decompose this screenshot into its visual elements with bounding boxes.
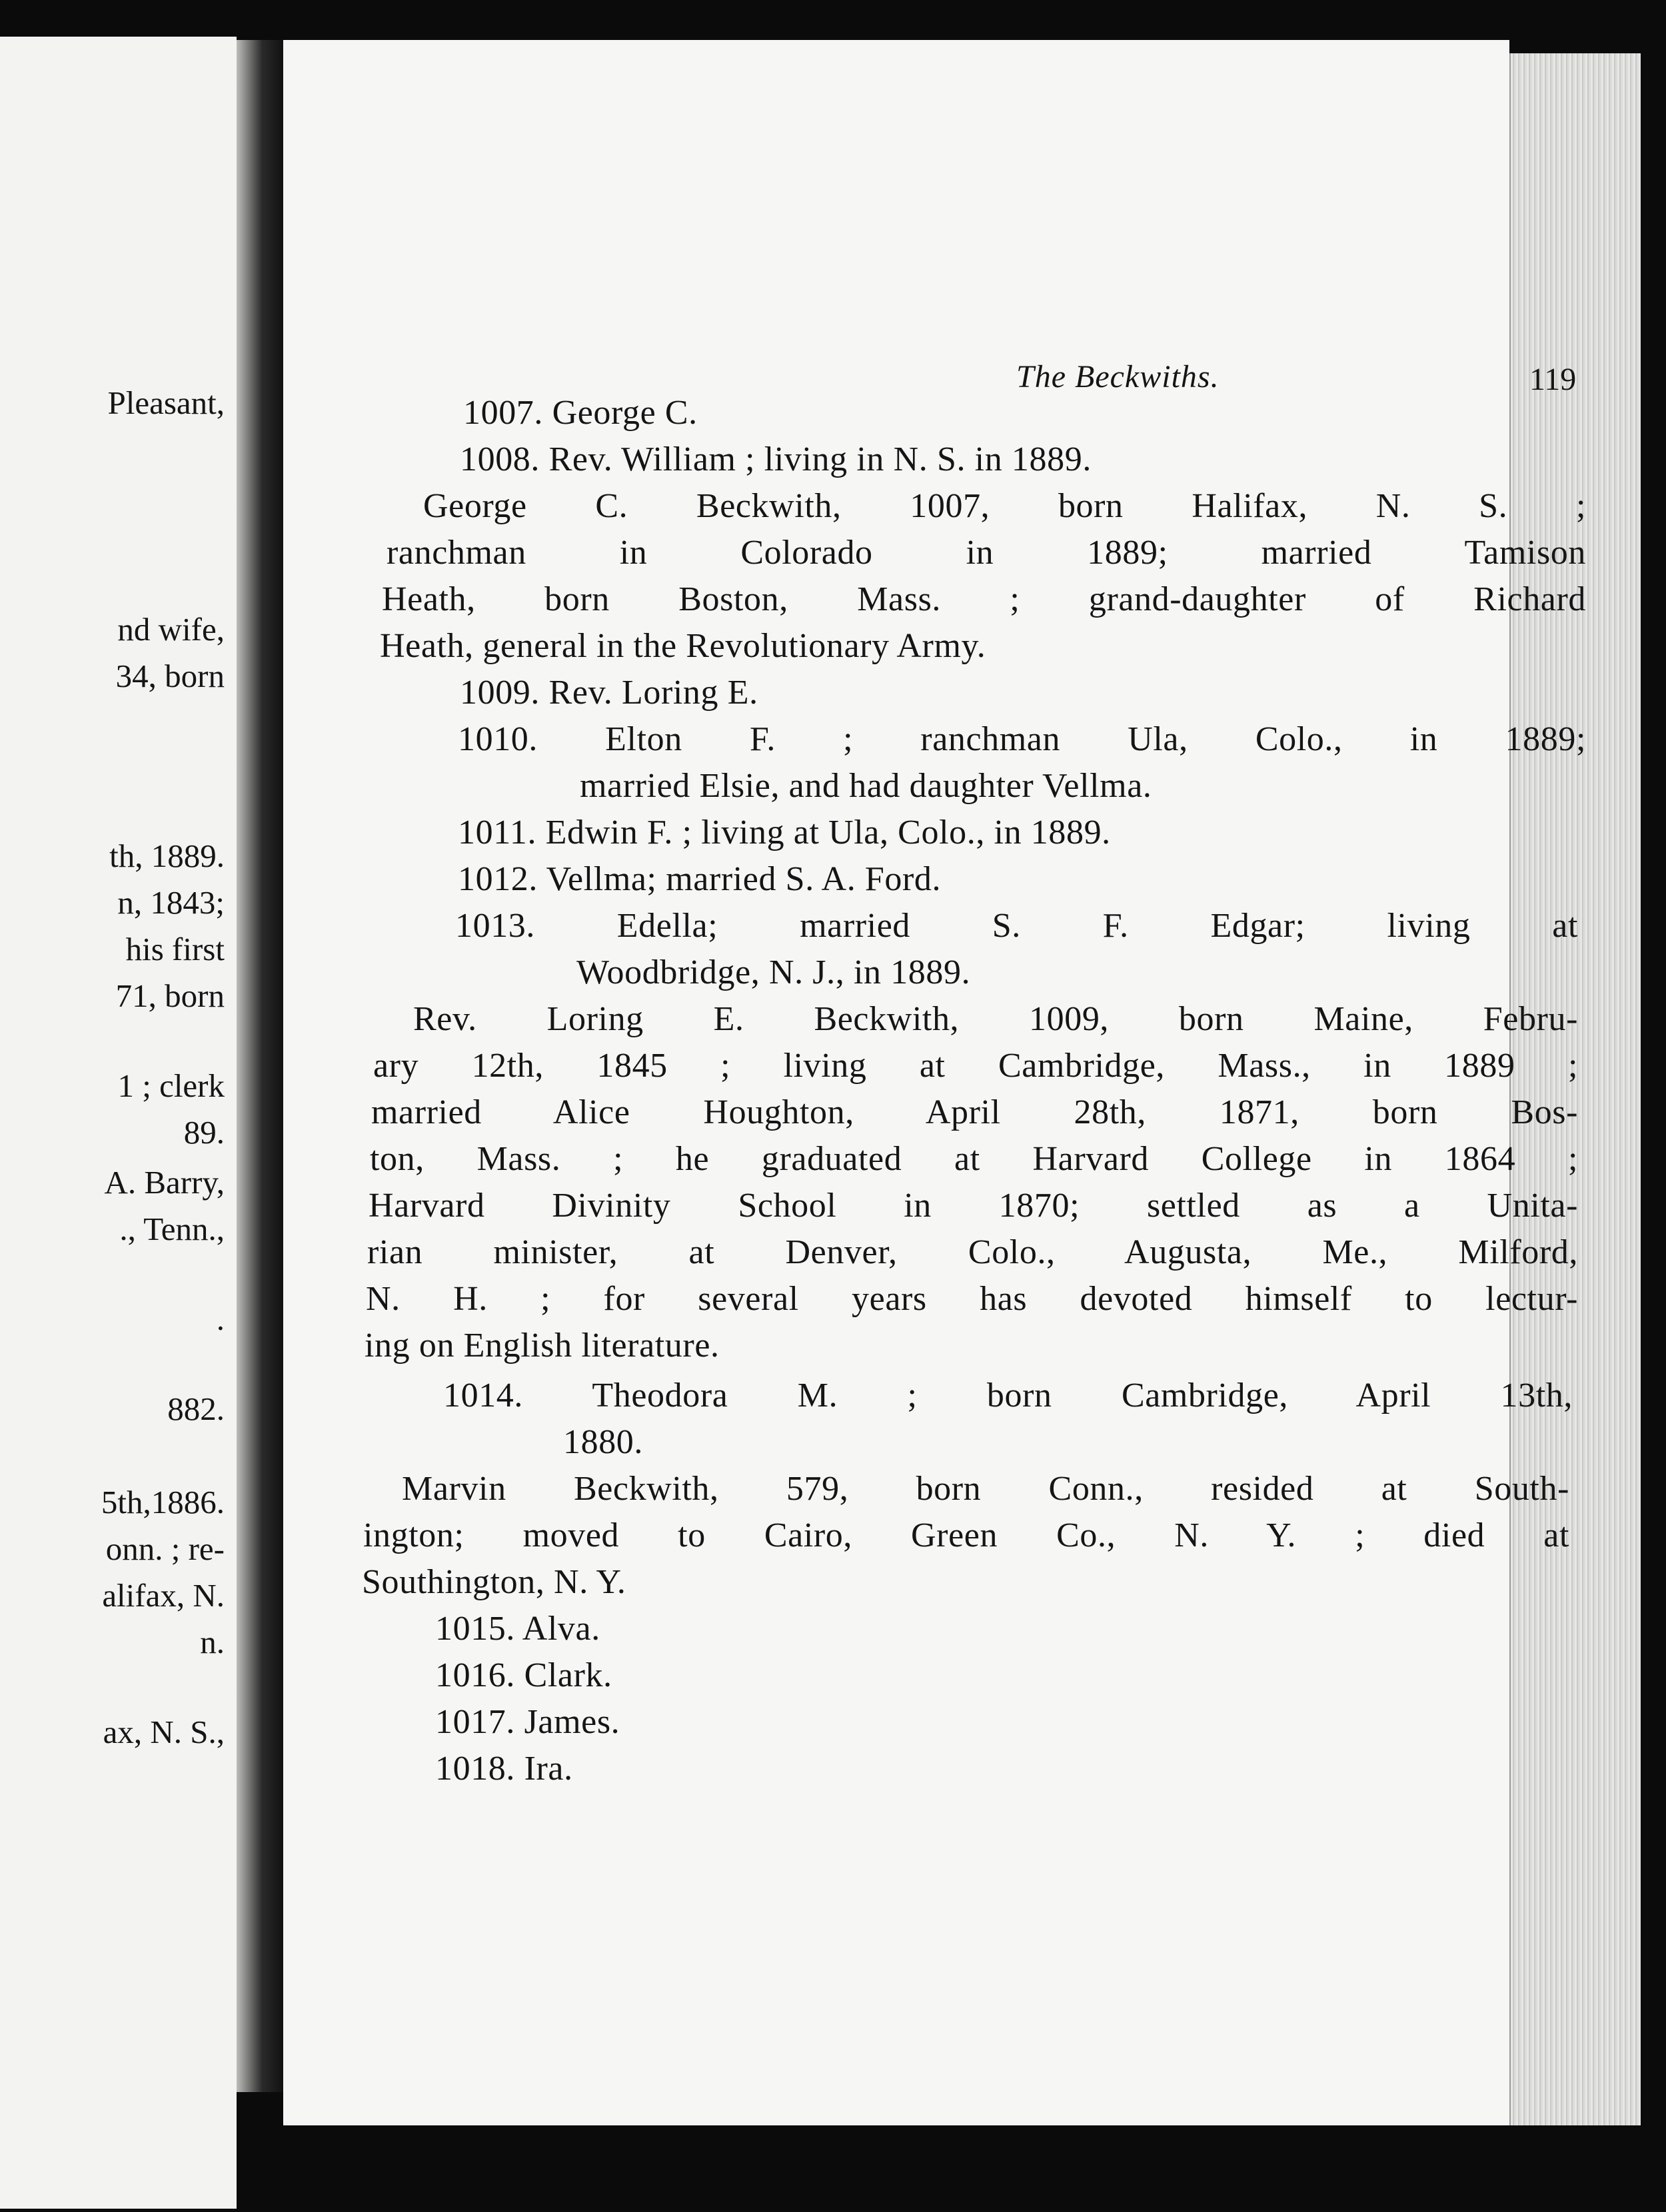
- current-page: [283, 40, 1586, 2125]
- left-page-fragment: ., Tenn.,: [119, 1211, 225, 1247]
- left-page-fragment: 1 ; clerk: [117, 1067, 225, 1104]
- body-line: ington; moved to Cairo, Green Co., N. Y. ; died at: [363, 1516, 1569, 1554]
- entry-line: 1018. Ira.: [435, 1750, 573, 1788]
- body-line: Harvard Divinity School in 1870; settled as a Unita-: [369, 1187, 1578, 1225]
- body-line: married Alice Houghton, April 28th, 1871, born Bos-: [371, 1093, 1578, 1131]
- body-line: Rev. Loring E. Beckwith, 1009, born Maine, Febru-: [413, 1000, 1578, 1038]
- page-number: 119: [1529, 362, 1577, 397]
- entry-line: 1014. Theodora M. ; born Cambridge, April 13th,: [443, 1377, 1573, 1414]
- left-page-fragment: alifax, N.: [102, 1577, 225, 1614]
- entry-line: 1011. Edwin F. ; living at Ula, Colo., in 1889.: [458, 814, 1111, 851]
- left-page-fragment: onn. ; re-: [105, 1530, 225, 1567]
- entry-line: Woodbridge, N. J., in 1889.: [576, 953, 971, 991]
- left-page-fragment: his first: [125, 931, 225, 967]
- body-line: Marvin Beckwith, 579, born Conn., resided at South-: [402, 1470, 1569, 1508]
- body-line: N. H. ; for several years has devoted himself to lectur-: [366, 1280, 1578, 1318]
- running-head: The Beckwiths.: [1016, 359, 1220, 394]
- book-gutter: [237, 40, 283, 2092]
- left-page-fragment: n, 1843;: [117, 884, 225, 921]
- left-page-fragment: ax, N. S.,: [103, 1714, 225, 1750]
- left-page-fragment: 71, born: [115, 977, 225, 1014]
- entry-line: 1016. Clark.: [435, 1656, 612, 1694]
- body-line: rian minister, at Denver, Colo., Augusta, Me., Milford,: [367, 1233, 1578, 1271]
- body-line: ing on English literature.: [365, 1327, 720, 1365]
- entry-line: 1007. George C.: [463, 394, 698, 432]
- left-page-fragment: A. Barry,: [104, 1164, 225, 1201]
- left-page-fragment: n.: [200, 1624, 225, 1660]
- body-line: ton, Mass. ; he graduated at Harvard College in 1864 ;: [370, 1140, 1578, 1178]
- entry-line: 1012. Vellma; married S. A. Ford.: [458, 860, 942, 898]
- entry-line: 1880.: [563, 1423, 643, 1461]
- entry-line: 1010. Elton F. ; ranchman Ula, Colo., in 1889;: [458, 720, 1586, 758]
- entry-line: married Elsie, and had daughter Vellma.: [580, 767, 1152, 805]
- entry-line: 1008. Rev. William ; living in N. S. in 1889.: [460, 440, 1092, 478]
- entry-line: 1013. Edella; married S. F. Edgar; living at: [455, 907, 1578, 945]
- left-page-fragment: 882.: [167, 1390, 225, 1427]
- body-line: Heath, born Boston, Mass. ; grand-daughter of Richard: [382, 580, 1586, 618]
- left-page-fragment: 34, born: [115, 658, 225, 694]
- entry-line: 1009. Rev. Loring E.: [460, 674, 758, 712]
- previous-page: [0, 37, 237, 2209]
- body-line: Southington, N. Y.: [362, 1563, 626, 1601]
- left-page-fragment: 5th,1886.: [101, 1484, 225, 1520]
- body-line: George C. Beckwith, 1007, born Halifax, N. S. ;: [423, 487, 1586, 525]
- body-line: ranchman in Colorado in 1889; married Tamison: [387, 534, 1586, 572]
- entry-line: 1015. Alva.: [435, 1610, 600, 1648]
- body-line: Heath, general in the Revolutionary Army.: [380, 627, 986, 665]
- left-page-fragment: 89.: [183, 1114, 225, 1151]
- left-page-fragment: Pleasant,: [107, 384, 225, 421]
- body-line: ary 12th, 1845 ; living at Cambridge, Mass., in 1889 ;: [373, 1047, 1578, 1085]
- left-page-fragment: th, 1889.: [109, 837, 225, 874]
- left-page-fragment: .: [216, 1301, 225, 1337]
- left-page-fragment: nd wife,: [117, 611, 225, 648]
- entry-line: 1017. James.: [435, 1703, 620, 1741]
